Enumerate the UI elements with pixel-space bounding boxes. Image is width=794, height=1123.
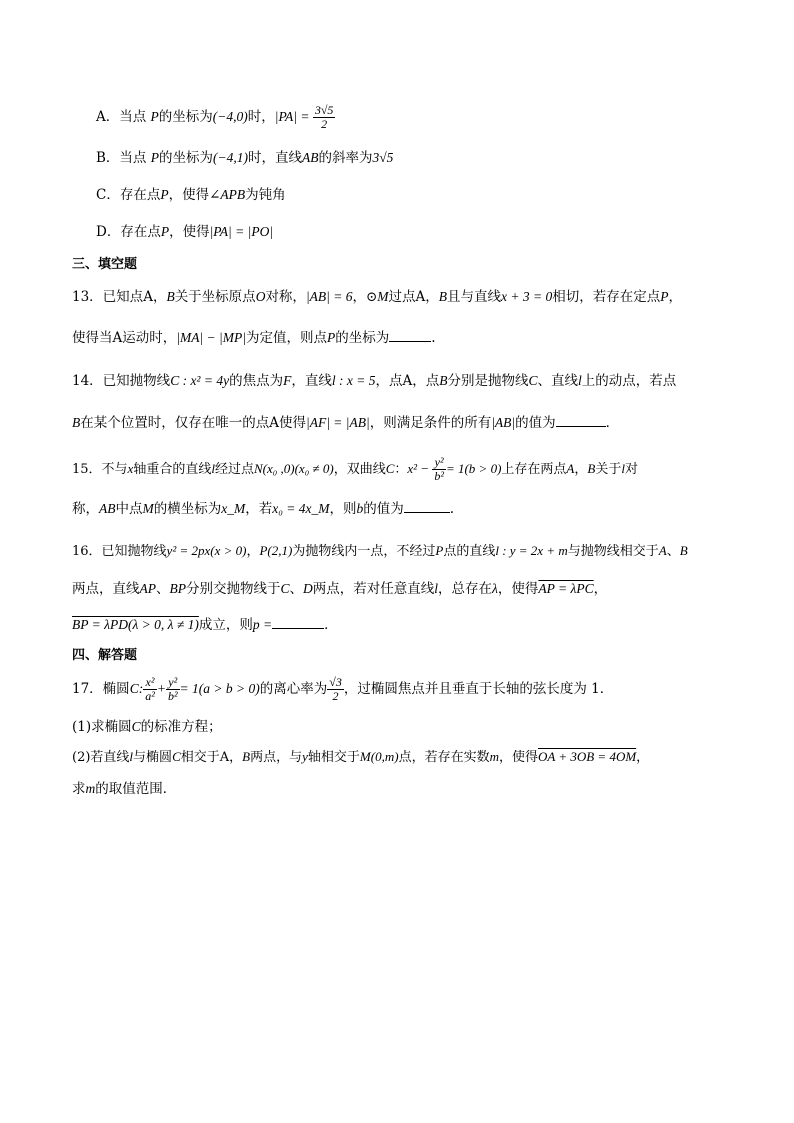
question-16-line-3: BP = λPD(λ > 0, λ ≠ 1)成立，则p = ． [72,614,742,636]
question-17-part-2-cont: 求m的取值范围． [72,781,177,797]
question-15-line-1: 15．不与x轴重合的直线l经过点N(x₀ ,0)(x₀ ≠ 0)，双曲线C：x² − $\frac{\text{y²}}{\text{b²}}$ = 1(b > 0)上存在两点A，B关于l对 [72,455,638,483]
question-13-line-2: 使得当A运动时，|MA| − |MP|为定值，则点P的坐标为 . [72,327,742,349]
option-c: C．存在点P，使得∠APB为钝角 [96,187,286,203]
question-15-line-2: 称，AB中点M的横坐标为x_M，若x₀ = 4x_M，则b的值为 . [72,498,742,520]
question-17-part-2: (2)若直线l与椭圆C相交于A，B两点，与y轴相交于M(0,m)点，若存在实数m，使得OA + 3OB = 4OM， [72,749,650,765]
question-16-line-1: 16．已知抛物线y² = 2px(x > 0)，P(2,1)为抛物线内一点，不经过P点的直线l : y = 2x + m与抛物线相交于A、B [72,543,688,559]
question-16-line-2: 两点，直线AP、BP分别交抛物线于C、D两点，若对任意直线l，总存在λ，使得AP = λPC， [72,581,608,597]
fraction: $\frac{3√5}{2}$ [314,103,334,131]
question-17-line-1: 17．椭圆C: $\frac{\text{x²}}{\text{a²}}$ + $\frac{\text{y²}}{\text{b²}}$ = 1(a > b > 0)的离心率为 $\frac{√3}{2}$ ，过椭圆焦点并且垂直于长轴的弦长度为 1． [72,675,614,703]
option-b: B．当点 P的坐标为(−4,1)时，直线AB的斜率为3√5 [96,150,394,166]
answer-blank[interactable] [389,327,431,342]
answer-blank[interactable] [404,498,450,513]
section-heading: 四、解答题 [72,648,138,663]
question-14-line-2: B在某个位置时，仅存在唯一的点A使得|AF| = |AB|，则满足条件的所有|AB|的值为 ． [72,412,742,434]
section-heading: 三、填空题 [72,257,138,272]
answer-blank[interactable] [556,412,606,427]
question-17-part-1: (1)求椭圆C的标准方程； [72,719,222,735]
question-14-line-1: 14．已知抛物线C : x² = 4y的焦点为F，直线l : x = 5，点A，点B分别是抛物线C、直线l上的动点，若点 [72,373,677,389]
question-13-line-1: 13．已知点A，B关于坐标原点O对称，|AB| = 6，⊙M过点A，B且与直线x + 3 = 0相切，若存在定点P， [72,289,682,305]
point-p: P [150,109,159,124]
option-a: A．当点 P的坐标为(−4,0)时，|PA| = $\frac{3√5}{2}$ [96,103,334,131]
option-d: D．存在点P，使得|PA| = |PO| [96,224,274,240]
answer-blank[interactable] [272,614,324,629]
